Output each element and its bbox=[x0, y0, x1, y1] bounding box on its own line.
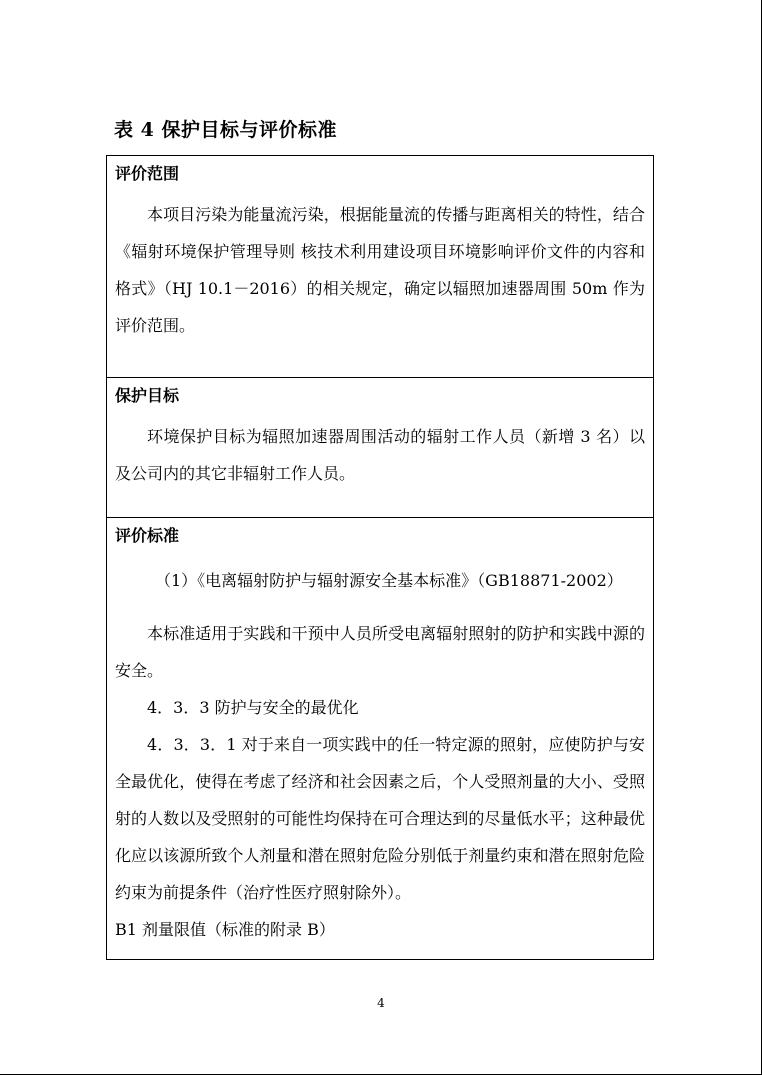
section-evaluation-standards bbox=[107, 518, 653, 959]
clause-heading: 4．3．3 防护与安全的最优化 bbox=[147, 698, 359, 717]
standard-scope-paragraph: 本标准适用于实践和干预中人员所受电离辐射照射的防护和实践中源的安全。 bbox=[115, 624, 645, 680]
section-protection-targets bbox=[107, 378, 653, 518]
section-heading-targets: 保护目标 bbox=[115, 386, 180, 405]
standard-reference: （1）《电离辐射防护与辐射源安全基本标准》（GB18871-2002） bbox=[155, 571, 623, 590]
protection-table bbox=[106, 155, 654, 960]
page-number: 4 bbox=[377, 996, 385, 1010]
dose-limit-heading: B1 剂量限值（标准的附录 B） bbox=[115, 920, 335, 939]
targets-paragraph: 环境保护目标为辐照加速器周围活动的辐射工作人员（新增 3 名）以及公司内的其它非辐射工作人员。 bbox=[115, 427, 645, 483]
section-heading-standards: 评价标准 bbox=[115, 526, 180, 545]
section-heading-scope: 评价范围 bbox=[115, 164, 180, 183]
table-title: 表 4 保护目标与评价标准 bbox=[114, 119, 337, 141]
scope-paragraph: 本项目污染为能量流污染，根据能量流的传播与距离相关的特性，结合《辐射环境保护管理导则 核技术利用建设项目环境影响评价文件的内容和格式》（HJ 10.1－2016）的相关规定，确定以辐照加速器周围 50m 作为评价范围。 bbox=[115, 205, 645, 335]
section-evaluation-scope bbox=[107, 156, 653, 378]
clause-paragraph: 4．3．3．1 对于来自一项实践中的任一特定源的照射，应使防护与安全最优化，使得在考虑了经济和社会因素之后，个人受照剂量的大小、受照射的人数以及受照射的可能性均保持在可合理达到的尽量低水平；这种最优化应以该源所致个人剂量和潜在照射危险分别低于剂量约束和潜在照射危险约束为前提条件（治疗性医疗照射除外）。 bbox=[115, 735, 645, 902]
